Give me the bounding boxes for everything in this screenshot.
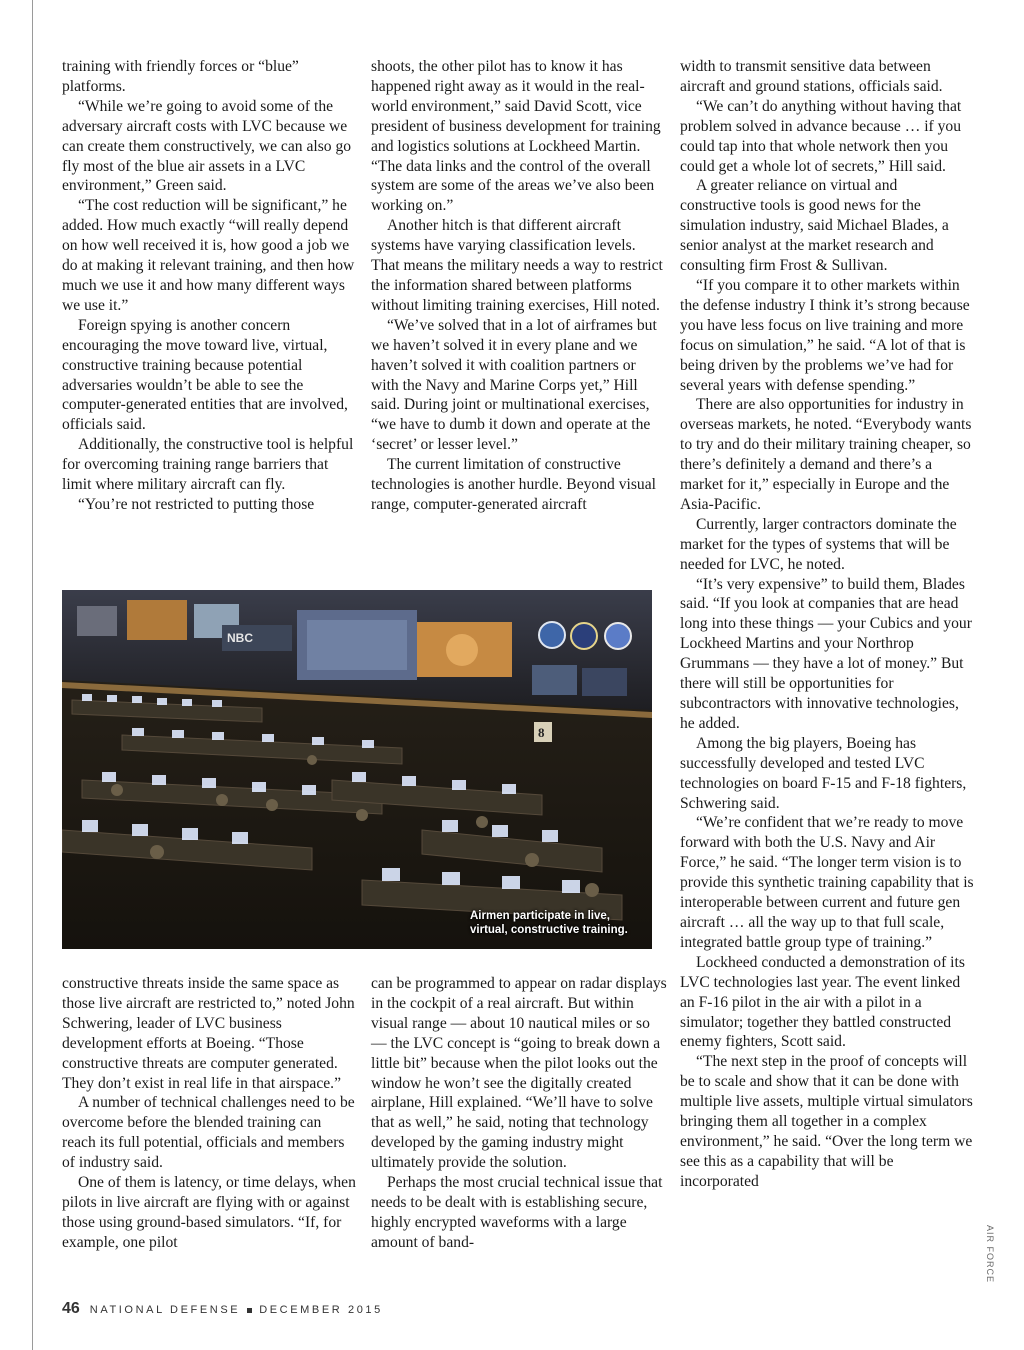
publication-name: NATIONAL DEFENSE [89,1304,241,1316]
article-column-1-top [62,57,358,515]
paragraph: “It’s very expensive” to build them, Blades said. “If you look at companies that are head long into these things — your Cubics and your Lockheed Martins and your Northrop Grummans — they have a lot of money.” But there will still be opportunities for subcontractors with innovative technologies, he added. [680,575,972,732]
paragraph: A greater reliance on virtual and constructive tools is good news for the simulation industry, said Michael Blades, a senior analyst at the market research and consulting firm Frost & Sullivan. [680,177,949,275]
photo-caption: Airmen participate in live, virtual, constructive training. [470,910,628,936]
paragraph: The current limitation of constructive technologies is another hurdle. Beyond visual range, computer-generated aircraft [371,456,656,513]
page-number: 46 [62,1300,80,1317]
paragraph: Perhaps the most crucial technical issue that needs to be dealt with is establishing secure, highly encrypted waveforms with a large amount of band- [371,1174,663,1251]
article-column-2-bottom [371,974,667,1253]
section-side-label: AIR FORCE [985,1225,995,1284]
room-number: 8 [538,725,545,740]
paragraph: There are also opportunities for industry in overseas markets, he noted. “Everybody wants to try and do their military training cheaper, so there’s definitely a demand and there’s a market for it,” especially in Europe and the Asia-Pacific. [680,396,972,513]
photo-illustration [62,590,652,949]
page-footer [62,1300,383,1320]
operations-center-photo [62,590,652,949]
paragraph: “You’re not restricted to putting those [78,495,315,513]
paragraph: “While we’re going to avoid some of the adversary aircraft costs with LVC because we can create them constructively, we can also go fly most of the blue air assets in a LVC environment,” Green said. [62,97,352,195]
article-column-3 [680,57,976,1192]
paragraph: “We can’t do anything without having that problem solved in advance because … if you could tap into that whole network then you could get a whole lot of secrets,” Hill said. [680,97,962,175]
article-column-2-top [371,57,667,515]
paragraph: “If you compare it to other markets within the defense industry I think it’s strong because you have less focus on live training and more focus on simulation,” he said. “A lot of that is being driven by the problems we’ve had for several years with defense spending.” [680,276,970,394]
issue-date: DECEMBER 2015 [259,1304,383,1316]
paragraph: Among the big players, Boeing has successfully developed and tested LVC technologies on board F-15 and F-18 fighters, Schwering said. [680,734,967,812]
paragraph: A number of technical challenges need to be overcome before the blended training can reach its full potential, officials and members of industry said. [62,1094,355,1172]
paragraph: shoots, the other pilot has to know it has happened right away as it would in the real-world environment,” said David Scott, vice president of business development for training and logistics solutions at Lockheed Martin. “The data links and the control of the overall system are some of the areas we’ve also been working on.” [371,58,661,215]
paragraph: “The cost reduction will be significant,” he added. How much exactly “will really depend on how well received it is, how good a job we do at making it relevant training, and then how much we use it and how many different ways we use it.” [62,197,355,314]
paragraph: One of them is latency, or time delays, when pilots in live aircraft are flying with or against those using ground-based simulators. “If, for example, one pilot [62,1174,356,1251]
paragraph: Lockheed conducted a demonstration of its LVC technologies last year. The event linked an F-16 pilot in the air with a pilot in a simulator; together they battled constructed enemy fighters, Scott said. [680,953,965,1051]
left-margin-rule [32,0,33,1350]
paragraph: Foreign spying is another concern encouraging the move toward live, virtual, constructive training because potential adversaries wouldn’t be able to see the computer-generated entities that are involved, officials said. [62,316,348,434]
separator-square-icon [247,1308,252,1313]
paragraph: can be programmed to appear on radar displays in the cockpit of a real aircraft. But within visual range — about 10 nautical miles or so — the LVC concept is “going to break down a little bit” because when the pilot looks out the window he won’t see the digitally created airplane, Hill explained. “We’ll have to solve that as well,” he said, noting that technology developed by the gaming industry might ultimately provide the solution. [371,975,667,1172]
paragraph: Another hitch is that different aircraft systems have varying classification levels. That means the military needs a way to restrict the information shared between platforms without limiting training exercises, Hill noted. [371,217,663,314]
paragraph: “The next step in the proof of concepts will be to scale and show that it can be done with multiple live assets, multiple virtual simulators bringing them all together in a complex environment,” he said. “Over the long term we see this as a capability that will be incorporated [680,1053,973,1190]
paragraph: Currently, larger contractors dominate the market for the types of systems that will be needed for LVC, he noted. [680,515,957,573]
paragraph: Additionally, the constructive tool is helpful for overcoming training range barriers that limit where military aircraft can fly. [62,436,354,494]
paragraph: constructive threats inside the same space as those live aircraft are restricted to,” noted John Schwering, leader of LVC business development efforts at Boeing. “Those constructive threats are computer generated. They don’t exist in real life in that airspace.” [62,975,355,1092]
paragraph: “We’ve solved that in a lot of airframes but we haven’t solved it in every plane and we haven’t solved it with coalition partners or with the Navy and Marine Corps yet,” Hill said. During joint or multinational exercises, “we have to dumb it down and operate at the ‘secret’ or lesser level.” [371,316,657,454]
paragraph: “We’re confident that we’re ready to move forward with both the U.S. Navy and Air Force,” he said. “The longer term vision is to provide this synthetic training capability that is interoperable between current and future gen aircraft … all the way up to that full scale, integrated battle group type of training.” [680,814,974,951]
article-column-1-bottom [62,974,358,1253]
paragraph: training with friendly forces or “blue” platforms. [62,58,299,95]
screen-label: NBC [227,631,253,645]
paragraph: width to transmit sensitive data between aircraft and ground stations, officials said. [680,58,943,95]
